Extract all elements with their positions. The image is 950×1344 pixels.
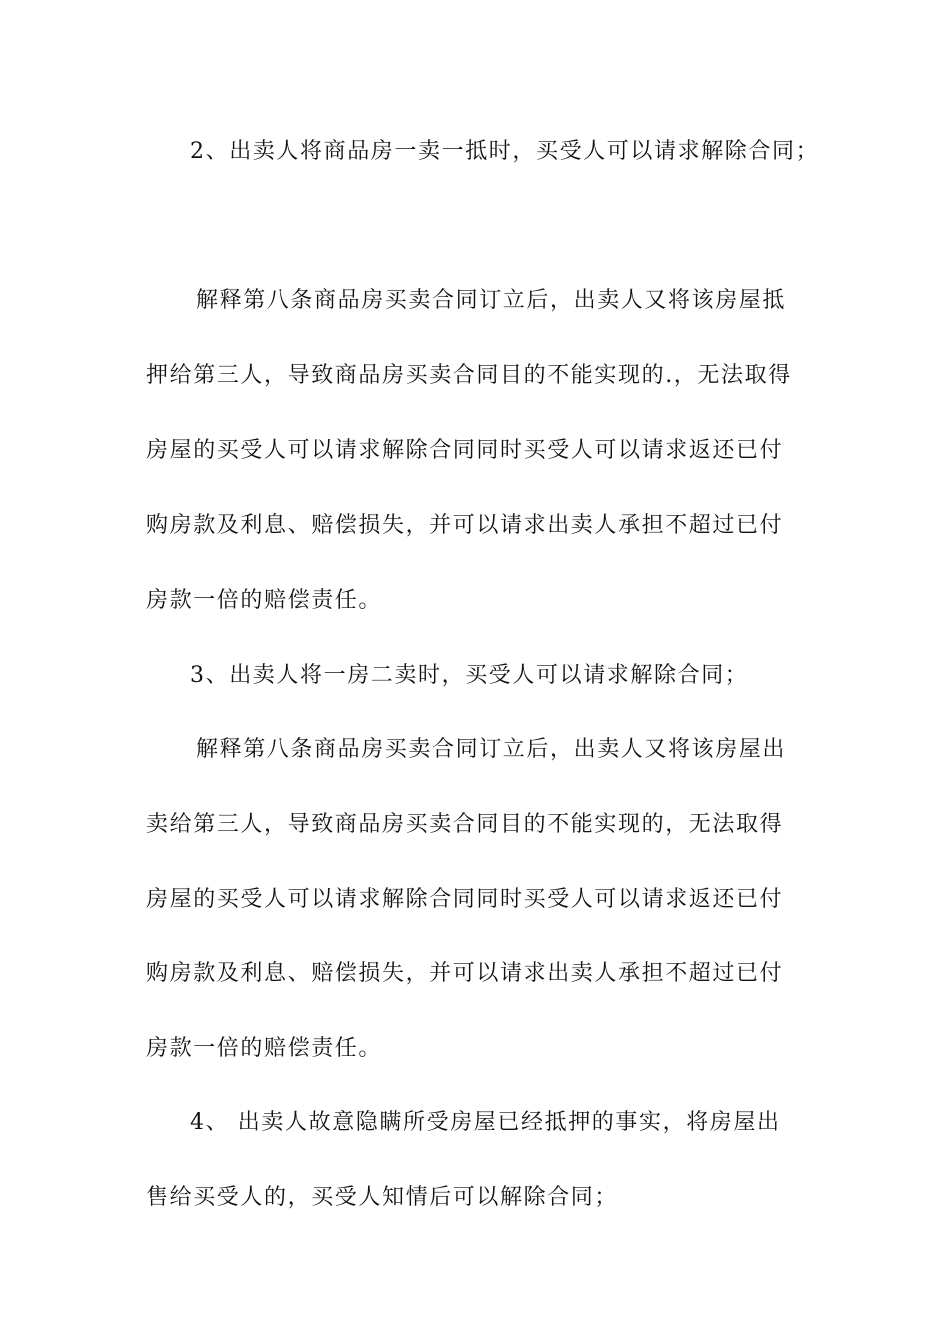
explanation-2-line-2: 卖给第三人，导致商品房买卖合同目的不能实现的，无法取得 bbox=[146, 812, 784, 837]
explanation-1-line-5: 房款一倍的赔偿责任。 bbox=[146, 588, 383, 613]
explanation-2-line-4: 购房款及利息、赔偿损失，并可以请求出卖人承担不超过已付 bbox=[146, 961, 784, 986]
explanation-1-line-1: 解释第八条商品房买卖合同订立后，出卖人又将该房屋抵 bbox=[196, 288, 787, 313]
explanation-2-line-3: 房屋的买受人可以请求解除合同同时买受人可以请求返还已付 bbox=[146, 887, 784, 912]
clause-3-heading: 3、出卖人将一房二卖时，买受人可以请求解除合同； bbox=[190, 663, 749, 688]
clause-4-heading-line-1: 4、 出卖人故意隐瞒所受房屋已经抵押的事实，将房屋出 bbox=[190, 1110, 781, 1135]
clause-4-heading-line-2: 售给买受人的，买受人知情后可以解除合同； bbox=[146, 1185, 619, 1210]
explanation-1-line-2: 押给第三人，导致商品房买卖合同目的不能实现的.，无法取得 bbox=[146, 363, 792, 388]
clause-2-heading: 2、出卖人将商品房一卖一抵时，买受人可以请求解除合同； bbox=[190, 139, 820, 164]
explanation-2-line-5: 房款一倍的赔偿责任。 bbox=[146, 1036, 383, 1061]
explanation-1-line-3: 房屋的买受人可以请求解除合同同时买受人可以请求返还已付 bbox=[146, 438, 784, 463]
explanation-1-line-4: 购房款及利息、赔偿损失，并可以请求出卖人承担不超过已付 bbox=[146, 513, 784, 538]
explanation-2-line-1: 解释第八条商品房买卖合同订立后，出卖人又将该房屋出 bbox=[196, 737, 787, 762]
